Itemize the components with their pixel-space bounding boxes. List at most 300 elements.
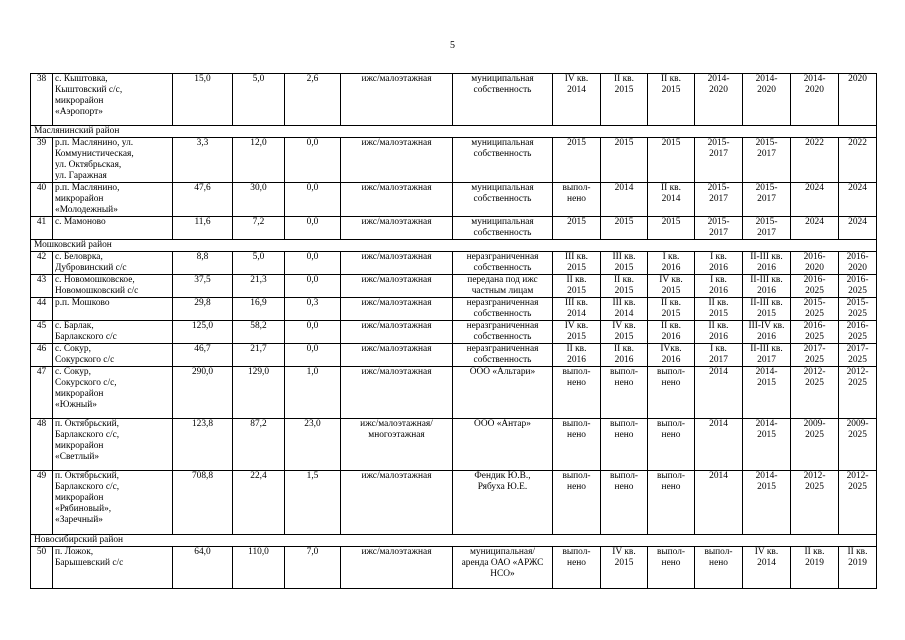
cell-line: 2015 [661, 309, 681, 319]
cell-line: 2025 [805, 286, 824, 296]
cell-line: ижс/малоэтажная [361, 298, 432, 308]
cell-line: 2015 [614, 85, 634, 95]
cell-line: ижс/малоэтажная [361, 275, 432, 285]
cell-line: 2025 [848, 309, 867, 319]
value-c-cell: 0,0 [285, 275, 341, 298]
date-h-cell [648, 367, 695, 419]
table-row [31, 298, 877, 321]
housing-type-cell [341, 367, 453, 419]
cell-line: выпол- [562, 183, 591, 193]
ownership-cell [453, 138, 553, 183]
table-row [31, 217, 877, 240]
cell-line: II кв. [661, 183, 681, 193]
value-c-cell: 0,0 [285, 344, 341, 367]
housing-type-cell [341, 252, 453, 275]
cell-line: собственность [473, 332, 532, 342]
cell-line: нено [709, 558, 728, 568]
row-number: 49 [31, 471, 53, 535]
date-l-cell [839, 252, 877, 275]
cell-line: ижс/малоэтажная [361, 367, 432, 377]
cell-line: 2025 [805, 332, 824, 342]
cell-line: I кв. [710, 275, 727, 285]
section-row [31, 240, 877, 252]
cell-line: IV кв. [564, 321, 589, 331]
cell-line: 2009- [803, 419, 826, 429]
cell-line: Кыштовский с/с, [55, 85, 123, 95]
cell-line: с. Кыштовка, [55, 74, 108, 84]
date-f-cell [553, 252, 601, 275]
value-b-cell: 129,0 [233, 367, 285, 419]
cell-line: 2014- [755, 367, 778, 377]
ownership-cell [453, 183, 553, 217]
date-i-cell [695, 74, 743, 126]
date-f-cell [553, 275, 601, 298]
cell-line: Рябуха Ю.Е. [477, 482, 528, 492]
cell-line: 2015 [614, 217, 634, 227]
cell-line: 2016 [661, 355, 681, 365]
cell-line: I кв. [710, 344, 727, 354]
table-row [31, 183, 877, 217]
date-f-cell [553, 138, 601, 183]
row-number: 38 [31, 74, 53, 126]
cell-line: II-III кв. [750, 275, 783, 285]
row-number: 42 [31, 252, 53, 275]
cell-line: 2015- [755, 138, 778, 148]
date-i-cell [695, 419, 743, 471]
location-cell [53, 344, 173, 367]
date-i-cell [695, 275, 743, 298]
cell-line: р.п. Маслянино, [55, 183, 120, 193]
cell-line: 2019 [848, 558, 867, 568]
cell-line: 2024 [805, 217, 824, 227]
cell-line: выпол- [656, 419, 686, 429]
table-row [31, 344, 877, 367]
date-g-cell [601, 183, 648, 217]
date-h-cell [648, 298, 695, 321]
cell-line: нено [567, 482, 586, 492]
cell-line: 2015 [757, 309, 776, 319]
cell-line: 2025 [848, 355, 867, 365]
page-number: 5 [450, 40, 455, 51]
date-f-cell [553, 547, 601, 589]
date-h-cell [648, 74, 695, 126]
cell-line: IV кв. [612, 321, 636, 331]
cell-line: Барышевский с/с [55, 558, 124, 568]
date-g-cell [601, 367, 648, 419]
date-g-cell [601, 275, 648, 298]
value-c-cell: 23,0 [285, 419, 341, 471]
cell-line: II кв. [708, 298, 729, 308]
cell-line: собственность [473, 149, 532, 159]
cell-line: неразграниченная [466, 321, 539, 331]
date-l-cell [839, 183, 877, 217]
section-title: Мошковский район [31, 240, 877, 252]
section-row [31, 535, 877, 547]
cell-line: собственность [473, 263, 532, 273]
date-i-cell [695, 471, 743, 535]
cell-line: муниципальная [471, 217, 534, 227]
cell-line: многоэтажная [368, 430, 425, 440]
date-f-cell [553, 321, 601, 344]
cell-line: 2014 [757, 558, 776, 568]
date-j-cell [743, 138, 791, 183]
cell-line: 2012- [846, 471, 869, 481]
housing-type-cell [341, 183, 453, 217]
ownership-cell [453, 344, 553, 367]
cell-line: II кв. [614, 344, 634, 354]
cell-line: 2016 [757, 286, 776, 296]
date-k-cell [791, 275, 839, 298]
date-l-cell [839, 138, 877, 183]
date-g-cell [601, 344, 648, 367]
row-number: 50 [31, 547, 53, 589]
table-body [31, 74, 877, 589]
cell-line: с. Новомошковское, [55, 275, 135, 285]
cell-line: нено [661, 430, 681, 440]
cell-line: выпол- [656, 367, 686, 377]
date-h-cell [648, 217, 695, 240]
cell-line: нено [614, 482, 634, 492]
location-cell [53, 471, 173, 535]
table-row [31, 275, 877, 298]
cell-line: выпол- [562, 547, 591, 557]
cell-line: 2014 [709, 419, 728, 429]
section-row [31, 126, 877, 138]
cell-line: 2016- [846, 275, 869, 285]
ownership-cell [453, 321, 553, 344]
value-b-cell: 110,0 [233, 547, 285, 589]
ownership-cell [453, 275, 553, 298]
date-j-cell [743, 321, 791, 344]
date-i-cell [695, 547, 743, 589]
cell-line: 2015- [707, 217, 730, 227]
cell-line: 2014 [567, 85, 586, 95]
cell-line: I кв. [710, 252, 727, 262]
cell-line: 2015 [614, 138, 634, 148]
cell-line: р.п. Мошково [55, 298, 110, 308]
location-cell [53, 275, 173, 298]
cell-line: 2019 [805, 558, 824, 568]
date-h-cell [648, 471, 695, 535]
cell-line: муниципальная [471, 74, 534, 84]
cell-line: 2014- [803, 74, 826, 84]
cell-line: «Светлый» [55, 452, 100, 462]
cell-line: 2017 [757, 228, 776, 238]
value-c-cell: 0,0 [285, 321, 341, 344]
row-number: 45 [31, 321, 53, 344]
cell-line: Новомошковский с/с [55, 286, 139, 296]
cell-line: с. Мамоново [55, 217, 106, 227]
date-f-cell [553, 367, 601, 419]
cell-line: 2025 [848, 430, 867, 440]
cell-line: Барлакского с/с, [55, 482, 120, 492]
cell-line: муниципальная [471, 183, 534, 193]
cell-line: «Рябиновый», [55, 504, 112, 514]
cell-line: 2015 [614, 558, 634, 568]
housing-type-cell [341, 547, 453, 589]
cell-line: 2015 [709, 309, 728, 319]
cell-line: Сокурского с/с, [55, 378, 117, 388]
cell-line: с. Сокур, [55, 367, 91, 377]
date-j-cell [743, 298, 791, 321]
cell-line: 2025 [848, 286, 867, 296]
cell-line: 2016- [846, 321, 869, 331]
cell-line: выпол- [656, 471, 686, 481]
cell-line: 2016- [803, 275, 826, 285]
cell-line: микрорайон [55, 96, 104, 106]
cell-line: выпол- [704, 547, 733, 557]
cell-line: 2015- [707, 138, 730, 148]
cell-line: ижс/малоэтажная [361, 471, 432, 481]
ownership-cell [453, 217, 553, 240]
cell-line: 2015- [755, 217, 778, 227]
cell-line: 2015- [803, 298, 826, 308]
cell-line: ижс/малоэтажная [361, 547, 432, 557]
cell-line: п. Октябрьский, [55, 419, 120, 429]
cell-line: II-III кв. [750, 252, 783, 262]
cell-line: 2015 [567, 286, 586, 296]
ownership-cell [453, 252, 553, 275]
value-c-cell: 0,0 [285, 183, 341, 217]
date-i-cell [695, 217, 743, 240]
cell-line: ижс/малоэтажная/ [360, 419, 433, 429]
cell-line: 2015 [614, 263, 634, 273]
cell-line: II кв. [614, 74, 634, 84]
housing-type-cell [341, 275, 453, 298]
cell-line: нено [614, 430, 634, 440]
cell-line: III кв. [564, 298, 589, 308]
cell-line: 2016 [709, 263, 728, 273]
cell-line: III-IV кв. [748, 321, 785, 331]
cell-line: Дубровинский с/с [55, 263, 127, 273]
date-l-cell [839, 367, 877, 419]
cell-line: 2015 [661, 85, 681, 95]
cell-line: II кв. [566, 344, 587, 354]
cell-line: 2017 [709, 194, 728, 204]
cell-line: собственность [473, 309, 532, 319]
cell-line: 2017 [709, 355, 728, 365]
date-h-cell [648, 547, 695, 589]
cell-line: 2017 [757, 194, 776, 204]
date-h-cell [648, 321, 695, 344]
cell-line: II кв. [614, 275, 634, 285]
cell-line: «Молодежный» [55, 205, 118, 215]
value-a-cell: 708,8 [173, 471, 233, 535]
value-b-cell: 16,9 [233, 298, 285, 321]
ownership-cell [453, 419, 553, 471]
table-row [31, 138, 877, 183]
cell-line: ижс/малоэтажная [361, 344, 432, 354]
cell-line: 2012- [803, 471, 826, 481]
cell-line: 2015 [757, 378, 776, 388]
value-b-cell: 30,0 [233, 183, 285, 217]
cell-line: 2016- [803, 321, 826, 331]
cell-line: Барлакского с/с [55, 332, 117, 342]
value-a-cell: 64,0 [173, 547, 233, 589]
cell-line: выпол- [609, 419, 639, 429]
housing-type-cell [341, 298, 453, 321]
value-a-cell: 290,0 [173, 367, 233, 419]
housing-type-cell [341, 471, 453, 535]
cell-line: 2025 [848, 332, 867, 342]
cell-line: 2014 [614, 309, 634, 319]
date-j-cell [743, 252, 791, 275]
cell-line: 2020 [757, 85, 776, 95]
housing-type-cell [341, 419, 453, 471]
cell-line: 2022 [848, 138, 867, 148]
cell-line: 2024 [805, 183, 824, 193]
cell-line: 2020 [805, 85, 824, 95]
date-i-cell [695, 344, 743, 367]
value-c-cell: 1,5 [285, 471, 341, 535]
cell-line: 2017 [757, 149, 776, 159]
cell-line: 2025 [848, 482, 867, 492]
ownership-cell [453, 367, 553, 419]
cell-line: частным лицам [471, 286, 534, 296]
housing-type-cell [341, 321, 453, 344]
row-number: 41 [31, 217, 53, 240]
cell-line: нено [567, 430, 586, 440]
value-b-cell: 12,0 [233, 138, 285, 183]
cell-line: 2016- [803, 252, 826, 262]
date-j-cell [743, 275, 791, 298]
cell-line: р.п. Маслянино, ул. [55, 138, 134, 148]
value-a-cell: 3,3 [173, 138, 233, 183]
date-j-cell [743, 471, 791, 535]
value-c-cell: 0,0 [285, 252, 341, 275]
cell-line: 2015 [661, 138, 681, 148]
cell-line: 2015 [567, 263, 586, 273]
cell-line: 2015 [757, 482, 776, 492]
cell-line: 2012- [803, 367, 826, 377]
value-c-cell: 1,0 [285, 367, 341, 419]
date-l-cell [839, 471, 877, 535]
cell-line: 2014- [707, 74, 730, 84]
cell-line: ижс/малоэтажная [361, 74, 432, 84]
cell-line: п. Октябрьский, [55, 471, 120, 481]
date-f-cell [553, 344, 601, 367]
cell-line: собственность [473, 85, 532, 95]
cell-line: 2017 [757, 355, 776, 365]
date-f-cell [553, 183, 601, 217]
cell-line: выпол- [562, 419, 591, 429]
value-a-cell: 15,0 [173, 74, 233, 126]
cell-line: 2012- [846, 367, 869, 377]
cell-line: «Заречный» [55, 515, 103, 525]
value-c-cell: 0,0 [285, 138, 341, 183]
cell-line: НСО» [490, 569, 515, 579]
value-c-cell: 7,0 [285, 547, 341, 589]
cell-line: III кв. [612, 252, 636, 262]
cell-line: муниципальная/ [470, 547, 535, 557]
cell-line: муниципальная [471, 138, 534, 148]
housing-type-cell [341, 138, 453, 183]
date-i-cell [695, 183, 743, 217]
value-a-cell: 29,8 [173, 298, 233, 321]
date-j-cell [743, 74, 791, 126]
date-k-cell [791, 344, 839, 367]
cell-line: 2009- [846, 419, 869, 429]
date-g-cell [601, 419, 648, 471]
cell-line: IV кв. [754, 547, 779, 557]
cell-line: ул. Гаражная [55, 171, 107, 181]
cell-line: 2014 [709, 367, 728, 377]
cell-line: микрорайон [55, 389, 104, 399]
date-f-cell [553, 471, 601, 535]
date-l-cell [839, 275, 877, 298]
cell-line: 2017 [709, 228, 728, 238]
cell-line: 2025 [805, 482, 824, 492]
cell-line: Сокурского с/с [55, 355, 115, 365]
cell-line: 2016 [661, 263, 681, 273]
value-b-cell: 5,0 [233, 74, 285, 126]
housing-type-cell [341, 217, 453, 240]
cell-line: «Южный» [55, 400, 97, 410]
cell-line: II-III кв. [750, 344, 783, 354]
cell-line: 2014- [755, 419, 778, 429]
housing-type-cell [341, 74, 453, 126]
row-number: 43 [31, 275, 53, 298]
cell-line: выпол- [562, 367, 591, 377]
table-row [31, 321, 877, 344]
date-k-cell [791, 252, 839, 275]
cell-line: II-III кв. [750, 298, 783, 308]
cell-line: с. Беловрка, [55, 252, 103, 262]
cell-line: 2016 [757, 263, 776, 273]
date-f-cell [553, 74, 601, 126]
cell-line: неразграниченная [466, 298, 539, 308]
cell-line: с. Сокур, [55, 344, 91, 354]
date-g-cell [601, 471, 648, 535]
date-k-cell [791, 321, 839, 344]
date-k-cell [791, 74, 839, 126]
date-i-cell [695, 321, 743, 344]
cell-line: 2014- [755, 74, 778, 84]
cell-line: Фендик Ю.В., [474, 471, 531, 481]
date-g-cell [601, 217, 648, 240]
ownership-cell [453, 547, 553, 589]
cell-line: 2020 [848, 74, 867, 84]
table-row [31, 74, 877, 126]
location-cell [53, 298, 173, 321]
cell-line: 2014 [567, 309, 586, 319]
date-l-cell [839, 217, 877, 240]
cell-line: 2016 [757, 332, 776, 342]
date-k-cell [791, 419, 839, 471]
date-j-cell [743, 367, 791, 419]
date-j-cell [743, 547, 791, 589]
value-c-cell: 0,3 [285, 298, 341, 321]
cell-line: 2020 [805, 263, 824, 273]
date-h-cell [648, 419, 695, 471]
cell-line: 2016- [846, 252, 869, 262]
sites-table [30, 73, 877, 589]
value-b-cell: 7,2 [233, 217, 285, 240]
cell-line: II кв. [661, 321, 681, 331]
cell-line: II кв. [708, 321, 729, 331]
section-title: Новосибирский район [31, 535, 877, 547]
value-c-cell: 0,0 [285, 217, 341, 240]
cell-line: 2017 [709, 149, 728, 159]
cell-line: неразграниченная [466, 344, 539, 354]
cell-line: выпол- [609, 471, 639, 481]
date-i-cell [695, 252, 743, 275]
cell-line: собственность [473, 228, 532, 238]
location-cell [53, 547, 173, 589]
date-k-cell [791, 367, 839, 419]
date-k-cell [791, 298, 839, 321]
cell-line: нено [614, 378, 634, 388]
